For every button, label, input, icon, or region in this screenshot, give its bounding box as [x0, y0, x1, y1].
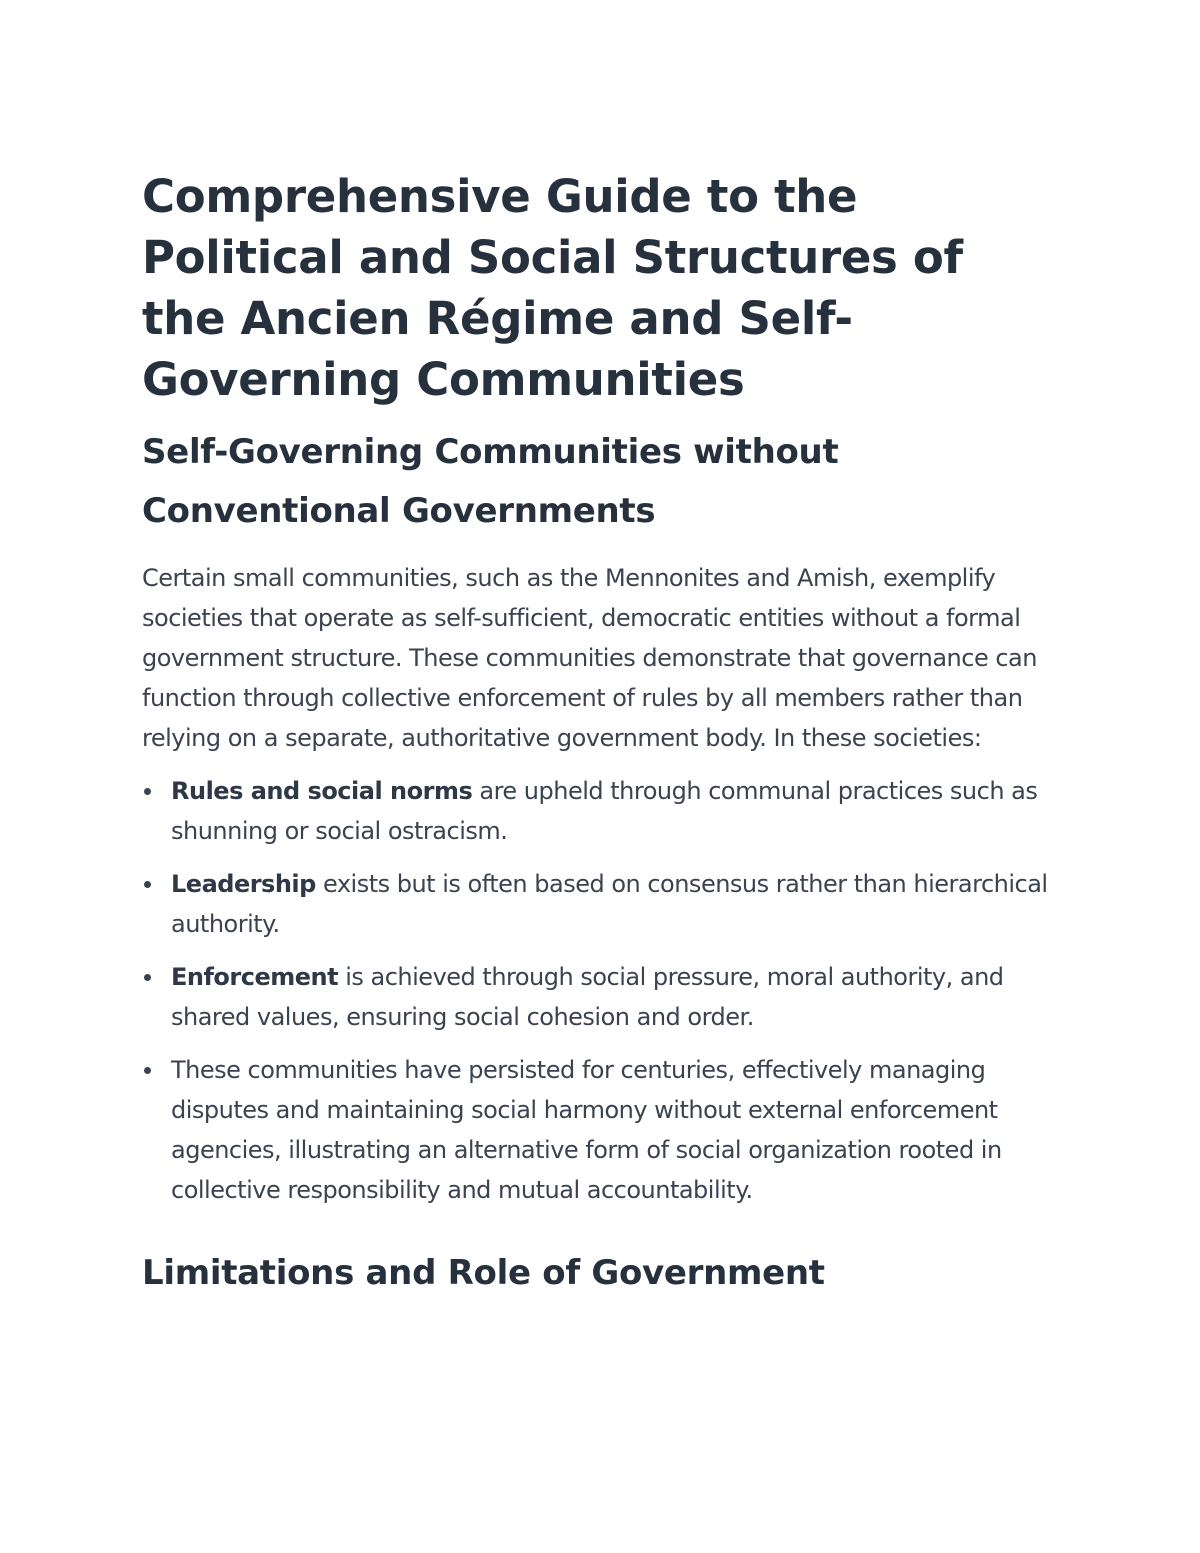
intro-paragraph: Certain small communities, such as the Mennonites and Amish, exemplify societies that operate as self-sufficient, democratic entities without a formal government structure. These communities demonstrate that governance can function through collective enforcement of rules by all members rather than relying on a separate, authoritative government body. In these societies: — [142, 564, 1037, 752]
document-title: Comprehensive Guide to the Political and Social Structures of the Ancien Régime and Self-Governing Communities — [142, 170, 963, 406]
bullet-term: Rules and social norms — [171, 777, 473, 805]
section-heading-self-governing: Self-Governing Communities without Conventional Governments — [142, 432, 839, 531]
document-page — [142, 166, 1052, 1303]
characteristics-list — [142, 771, 1052, 1210]
bullet-icon — [144, 1067, 151, 1074]
list-item — [142, 957, 1052, 1037]
list-item — [142, 864, 1052, 944]
bullet-icon — [144, 881, 151, 888]
bullet-term: Leadership — [171, 870, 316, 898]
section-heading-limitations: Limitations and Role of Government — [142, 1253, 825, 1293]
list-item — [142, 771, 1052, 851]
bullet-term: Enforcement — [171, 963, 339, 991]
bullet-icon — [144, 788, 151, 795]
bullet-text: These communities have persisted for centuries, effectively managing disputes and maintaining social harmony without external enforcement agencies, illustrating an alternative form of social organization rooted in collective responsibility and mutual accountability. — [171, 1056, 1002, 1204]
bullet-text: is achieved through social pressure, moral authority, and shared values, ensuring social cohesion and order. — [171, 963, 1004, 1031]
bullet-icon — [144, 974, 151, 981]
list-item — [142, 1050, 1052, 1210]
bullet-text: exists but is often based on consensus rather than hierarchical authority. — [171, 870, 1048, 938]
bullet-text: are upheld through communal practices such as shunning or social ostracism. — [171, 777, 1038, 845]
